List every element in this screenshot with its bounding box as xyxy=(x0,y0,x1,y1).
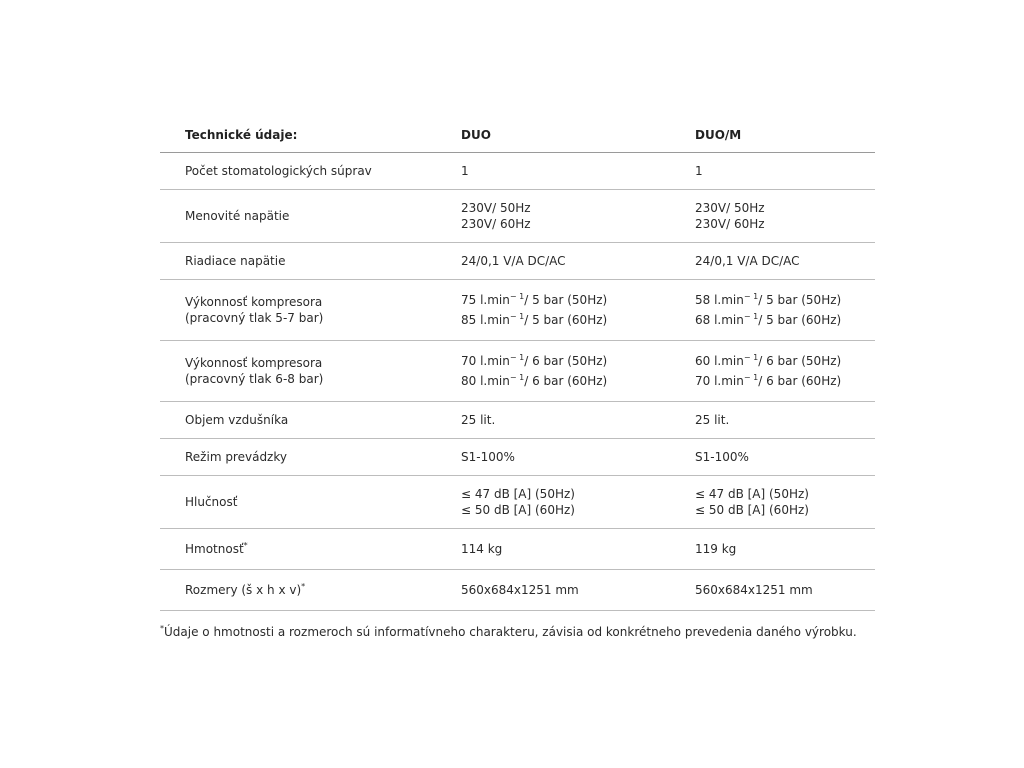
flow-exponent: − 1 xyxy=(509,373,525,382)
duo-m-value: 25 lit. xyxy=(695,402,875,439)
flow-pressure: / 6 bar (60Hz) xyxy=(758,374,842,388)
table-row-compressor-output-6-8 xyxy=(160,341,875,402)
flow-exponent: − 1 xyxy=(743,292,759,301)
flow-pressure: / 5 bar (60Hz) xyxy=(758,313,842,327)
flow-exponent: − 1 xyxy=(509,312,525,321)
header-duo: DUO xyxy=(461,117,695,153)
flow-line xyxy=(695,351,875,371)
row-label: Počet stomatologických súprav xyxy=(160,153,461,190)
duo-value xyxy=(461,341,695,402)
flow-exponent: − 1 xyxy=(743,353,759,362)
footnote-marker: * xyxy=(243,541,248,550)
flow-line xyxy=(695,371,875,391)
duo-m-value xyxy=(695,341,875,402)
table-row-control-voltage xyxy=(160,243,875,280)
flow-line xyxy=(695,310,875,330)
duo-m-value xyxy=(695,190,875,243)
duo-value: 25 lit. xyxy=(461,402,695,439)
duo-value: 560x684x1251 mm xyxy=(461,570,695,611)
technical-specs-table xyxy=(160,117,875,611)
flow-line xyxy=(461,351,695,371)
duo-value xyxy=(461,190,695,243)
row-label: Riadiace napätie xyxy=(160,243,461,280)
label-line: (pracovný tlak 5-7 bar) xyxy=(185,311,324,325)
header-parameter: Technické údaje: xyxy=(160,117,461,153)
duo-m-value: 119 kg xyxy=(695,529,875,570)
flow-pressure: / 6 bar (60Hz) xyxy=(524,374,608,388)
duo-value xyxy=(461,476,695,529)
row-label xyxy=(160,280,461,341)
flow-pressure: / 5 bar (50Hz) xyxy=(758,293,842,307)
table-row-rated-voltage xyxy=(160,190,875,243)
table-header-row xyxy=(160,117,875,153)
footnote-marker: * xyxy=(301,582,306,591)
flow-line xyxy=(461,290,695,310)
value-line: 230V/ 60Hz xyxy=(695,217,765,231)
duo-value: S1-100% xyxy=(461,439,695,476)
flow-amount: 58 l.min xyxy=(695,293,744,307)
value-line: ≤ 47 dB [A] (50Hz) xyxy=(461,487,575,501)
row-label xyxy=(160,341,461,402)
row-label xyxy=(160,570,461,611)
value-line: 230V/ 50Hz xyxy=(461,201,531,215)
duo-m-value xyxy=(695,280,875,341)
row-label: Režim prevádzky xyxy=(160,439,461,476)
duo-m-value xyxy=(695,476,875,529)
flow-amount: 68 l.min xyxy=(695,313,744,327)
value-line: 230V/ 50Hz xyxy=(695,201,765,215)
label-line: Výkonnosť kompresora xyxy=(185,356,323,370)
footnote-marker: * xyxy=(160,624,164,633)
flow-exponent: − 1 xyxy=(509,353,525,362)
label-line: (pracovný tlak 6-8 bar) xyxy=(185,372,324,386)
flow-pressure: / 5 bar (50Hz) xyxy=(524,293,608,307)
flow-amount: 60 l.min xyxy=(695,354,744,368)
flow-amount: 70 l.min xyxy=(461,354,510,368)
flow-exponent: − 1 xyxy=(509,292,525,301)
flow-pressure: / 6 bar (50Hz) xyxy=(524,354,608,368)
duo-value: 114 kg xyxy=(461,529,695,570)
table-row-dimensions xyxy=(160,570,875,611)
duo-m-value: 1 xyxy=(695,153,875,190)
table-row-tank-volume xyxy=(160,402,875,439)
duo-value: 1 xyxy=(461,153,695,190)
footnote xyxy=(160,625,857,639)
row-label: Objem vzdušníka xyxy=(160,402,461,439)
row-label xyxy=(160,529,461,570)
row-label: Menovité napätie xyxy=(160,190,461,243)
table-row-compressor-output-5-7 xyxy=(160,280,875,341)
value-line: 230V/ 60Hz xyxy=(461,217,531,231)
flow-exponent: − 1 xyxy=(743,312,759,321)
table-row-noise xyxy=(160,476,875,529)
value-line: ≤ 47 dB [A] (50Hz) xyxy=(695,487,809,501)
table-row-operating-mode xyxy=(160,439,875,476)
header-duo-m: DUO/M xyxy=(695,117,875,153)
flow-amount: 80 l.min xyxy=(461,374,510,388)
flow-line xyxy=(461,310,695,330)
duo-value xyxy=(461,280,695,341)
label-line: Výkonnosť kompresora xyxy=(185,295,323,309)
flow-pressure: / 5 bar (60Hz) xyxy=(524,313,608,327)
flow-line xyxy=(461,371,695,391)
row-label: Hlučnosť xyxy=(160,476,461,529)
value-line: ≤ 50 dB [A] (60Hz) xyxy=(461,503,575,517)
duo-value: 24/0,1 V/A DC/AC xyxy=(461,243,695,280)
flow-line xyxy=(695,290,875,310)
duo-m-value: 560x684x1251 mm xyxy=(695,570,875,611)
flow-amount: 85 l.min xyxy=(461,313,510,327)
row-label-text: Rozmery (š x h x v) xyxy=(185,583,302,597)
flow-amount: 70 l.min xyxy=(695,374,744,388)
row-label-text: Hmotnosť xyxy=(185,542,244,556)
footnote-text: Údaje o hmotnosti a rozmeroch sú informatívneho charakteru, závisia od konkrétneho prevedenia daného výrobku. xyxy=(164,625,857,639)
flow-exponent: − 1 xyxy=(743,373,759,382)
flow-amount: 75 l.min xyxy=(461,293,510,307)
flow-pressure: / 6 bar (50Hz) xyxy=(758,354,842,368)
duo-m-value: 24/0,1 V/A DC/AC xyxy=(695,243,875,280)
table-row-dental-units xyxy=(160,153,875,190)
value-line: ≤ 50 dB [A] (60Hz) xyxy=(695,503,809,517)
duo-m-value: S1-100% xyxy=(695,439,875,476)
table-row-weight xyxy=(160,529,875,570)
